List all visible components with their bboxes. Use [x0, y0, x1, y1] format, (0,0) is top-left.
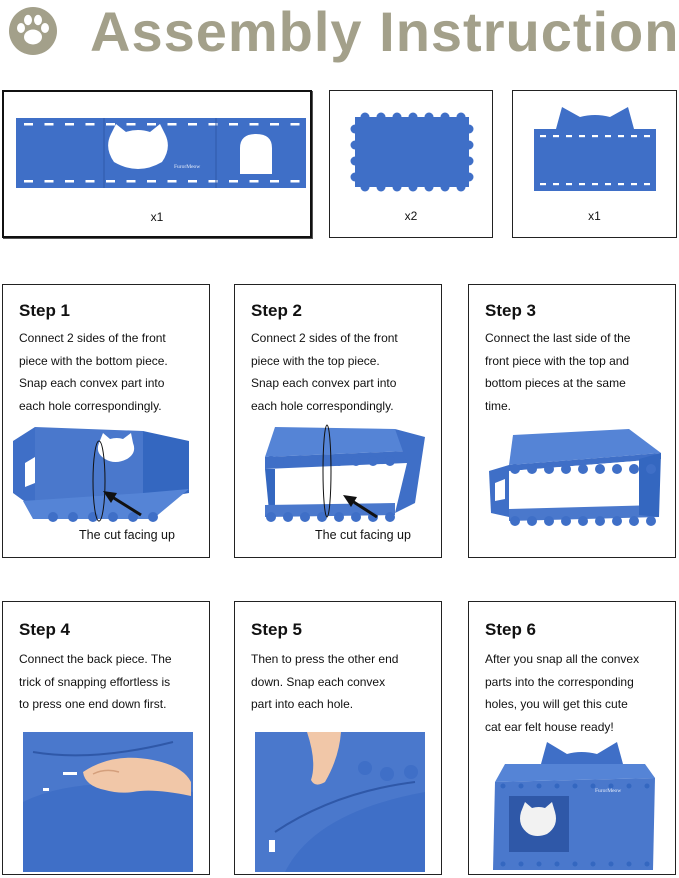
back-slots-mark — [566, 183, 572, 185]
s2-knobs-mark — [266, 512, 276, 522]
s3-knobs-mark — [578, 464, 588, 474]
s3-knobs-mark — [544, 516, 554, 526]
back-piece-image — [530, 105, 660, 195]
step-2-card — [234, 284, 442, 558]
s2-knobs-mark — [385, 512, 395, 522]
s1-knobs-mark — [48, 512, 58, 522]
step-caption: The cut facing up — [315, 528, 411, 542]
back-slots-mark — [579, 183, 585, 185]
s2-knobs-mark — [351, 512, 361, 522]
slots-top-mark — [65, 123, 74, 126]
back-slots-mark — [553, 135, 559, 137]
s3-knobs-mark — [595, 516, 605, 526]
back-slots-mark — [631, 183, 637, 185]
slots-top-mark — [229, 180, 238, 183]
front-piece-card — [2, 90, 312, 238]
piece-quantity: x1 — [150, 210, 164, 224]
s3-knobs-mark — [612, 516, 622, 526]
s2-knobs-mark — [283, 512, 293, 522]
s1-knobs-mark — [148, 512, 158, 522]
s2-knobs-mark — [385, 456, 395, 466]
house-logo: FurorMeow — [595, 788, 622, 794]
s6-dots-mark — [519, 784, 524, 789]
step-text: Then to press the other end down. Snap each convex part into each hole. — [251, 652, 399, 711]
slots-top-mark — [270, 123, 279, 126]
step-5-image — [255, 732, 425, 872]
step-caption: The cut facing up — [79, 528, 175, 542]
step-2-image — [245, 423, 435, 533]
back-slots-mark — [644, 183, 650, 185]
s2-knobs-mark — [334, 512, 344, 522]
s2-knobs-mark — [266, 456, 276, 466]
back-slots-mark — [592, 183, 598, 185]
slots-top-mark — [270, 180, 279, 183]
step-6-card — [468, 601, 676, 875]
step-title: Step 6 — [485, 620, 537, 639]
s2-knobs-mark — [351, 456, 361, 466]
step-text: Connect 2 sides of the front piece with the top piece. Snap each convex part into each hole correspondingly. — [251, 331, 398, 413]
back-slots-mark — [592, 135, 598, 137]
slots-top-mark — [147, 180, 156, 183]
s6-dots-mark — [537, 862, 542, 867]
back-slots-mark — [540, 135, 546, 137]
s3-knobs-mark — [561, 464, 571, 474]
step-text: Connect the last side of the front piece with the top and bottom pieces at the same time. — [485, 331, 631, 413]
back-slots-mark — [618, 183, 624, 185]
s1-knobs-mark — [68, 512, 78, 522]
slots-top-mark — [86, 180, 95, 183]
step-4-card — [2, 601, 210, 875]
back-slots-mark — [644, 135, 650, 137]
slots-top-mark — [250, 180, 259, 183]
back-piece-card — [512, 90, 677, 238]
s6-dots-mark — [519, 862, 524, 867]
s3-knobs-mark — [612, 464, 622, 474]
slots-top-mark — [127, 123, 136, 126]
slots-top-mark — [168, 180, 177, 183]
s3-knobs-mark — [629, 516, 639, 526]
s3-knobs-mark — [544, 464, 554, 474]
step-text: Connect 2 sides of the front piece with the bottom piece. Snap each convex part into each hole correspondingly. — [19, 331, 168, 413]
back-slots-mark — [566, 135, 572, 137]
s6-dots-mark — [555, 784, 560, 789]
step-title: Step 3 — [485, 301, 537, 320]
s6-dots-mark — [645, 862, 650, 867]
slots-top-mark — [168, 123, 177, 126]
s6-dots-mark — [573, 862, 578, 867]
slots-top-mark — [250, 123, 259, 126]
s6-dots-mark — [627, 784, 632, 789]
s3-knobs-mark — [561, 516, 571, 526]
step-4-image — [23, 732, 193, 872]
s3-knobs-mark — [527, 516, 537, 526]
top-bottom-piece-image — [347, 107, 477, 197]
slots-top-mark — [188, 123, 197, 126]
s6-dots-mark — [609, 862, 614, 867]
piece-quantity: x1 — [588, 209, 601, 223]
slots-top-mark — [127, 180, 136, 183]
s3-knobs-mark — [578, 516, 588, 526]
slots-top-mark — [86, 123, 95, 126]
back-slots-mark — [579, 135, 585, 137]
back-slots-mark — [553, 183, 559, 185]
s6-dots-mark — [555, 862, 560, 867]
s2-knobs-mark — [283, 456, 293, 466]
s2-knobs-mark — [317, 456, 327, 466]
page-title: Assembly Instruction — [90, 0, 679, 63]
s6-dots-mark — [501, 862, 506, 867]
s2-knobs-mark — [334, 456, 344, 466]
s6-dots-mark — [501, 784, 506, 789]
piece-quantity: x2 — [404, 209, 418, 223]
step-1-card — [2, 284, 210, 558]
slots-top-mark — [65, 180, 74, 183]
slots-top-mark — [106, 123, 115, 126]
step-title: Step 5 — [251, 620, 303, 639]
s2-knobs-mark — [300, 456, 310, 466]
slots-top-mark — [188, 180, 197, 183]
back-slots-mark — [605, 183, 611, 185]
s3-knobs-mark — [629, 464, 639, 474]
slots-top-mark — [229, 123, 238, 126]
s6-dots-mark — [573, 784, 578, 789]
front-piece-image — [16, 118, 306, 188]
slots-top-mark — [45, 123, 54, 126]
slots-top-mark — [106, 180, 115, 183]
s2-knobs-mark — [368, 456, 378, 466]
back-slots-mark — [540, 183, 546, 185]
s6-dots-mark — [627, 862, 632, 867]
step-1-image — [13, 423, 203, 533]
slots-top-mark — [45, 180, 54, 183]
s6-dots-mark — [645, 784, 650, 789]
back-slots-mark — [605, 135, 611, 137]
s1-knobs-mark — [108, 512, 118, 522]
step-text: Connect the back piece. The trick of snapping effortless is to press one end down first. — [19, 652, 172, 711]
slots-top-mark — [24, 180, 33, 183]
step-3-image — [479, 425, 669, 535]
slots-top-mark — [291, 123, 300, 126]
paw-print-icon — [8, 6, 58, 56]
s6-dots-mark — [591, 862, 596, 867]
s3-knobs-mark — [527, 464, 537, 474]
s3-knobs-mark — [510, 464, 520, 474]
s3-knobs-mark — [595, 464, 605, 474]
step-3-card — [468, 284, 676, 558]
back-slots-mark — [618, 135, 624, 137]
slots-top-mark — [24, 123, 33, 126]
step-text: After you snap all the convex parts into the corresponding holes, you will get this cute cat ear felt house ready! — [485, 652, 640, 734]
s2-knobs-mark — [300, 512, 310, 522]
step-title: Step 4 — [19, 620, 71, 639]
top-bottom-piece-card — [329, 90, 493, 238]
step-title: Step 1 — [19, 301, 71, 320]
s3-knobs-mark — [646, 464, 656, 474]
step-title: Step 2 — [251, 301, 303, 320]
slots-top-mark — [291, 180, 300, 183]
step-5-card — [234, 601, 442, 875]
step-6-image — [485, 734, 665, 874]
slots-top-mark — [147, 123, 156, 126]
s6-dots-mark — [537, 784, 542, 789]
back-slots-mark — [631, 135, 637, 137]
s3-knobs-mark — [510, 516, 520, 526]
s3-knobs-mark — [646, 516, 656, 526]
front-piece-logo: FurorMeow — [174, 164, 201, 170]
